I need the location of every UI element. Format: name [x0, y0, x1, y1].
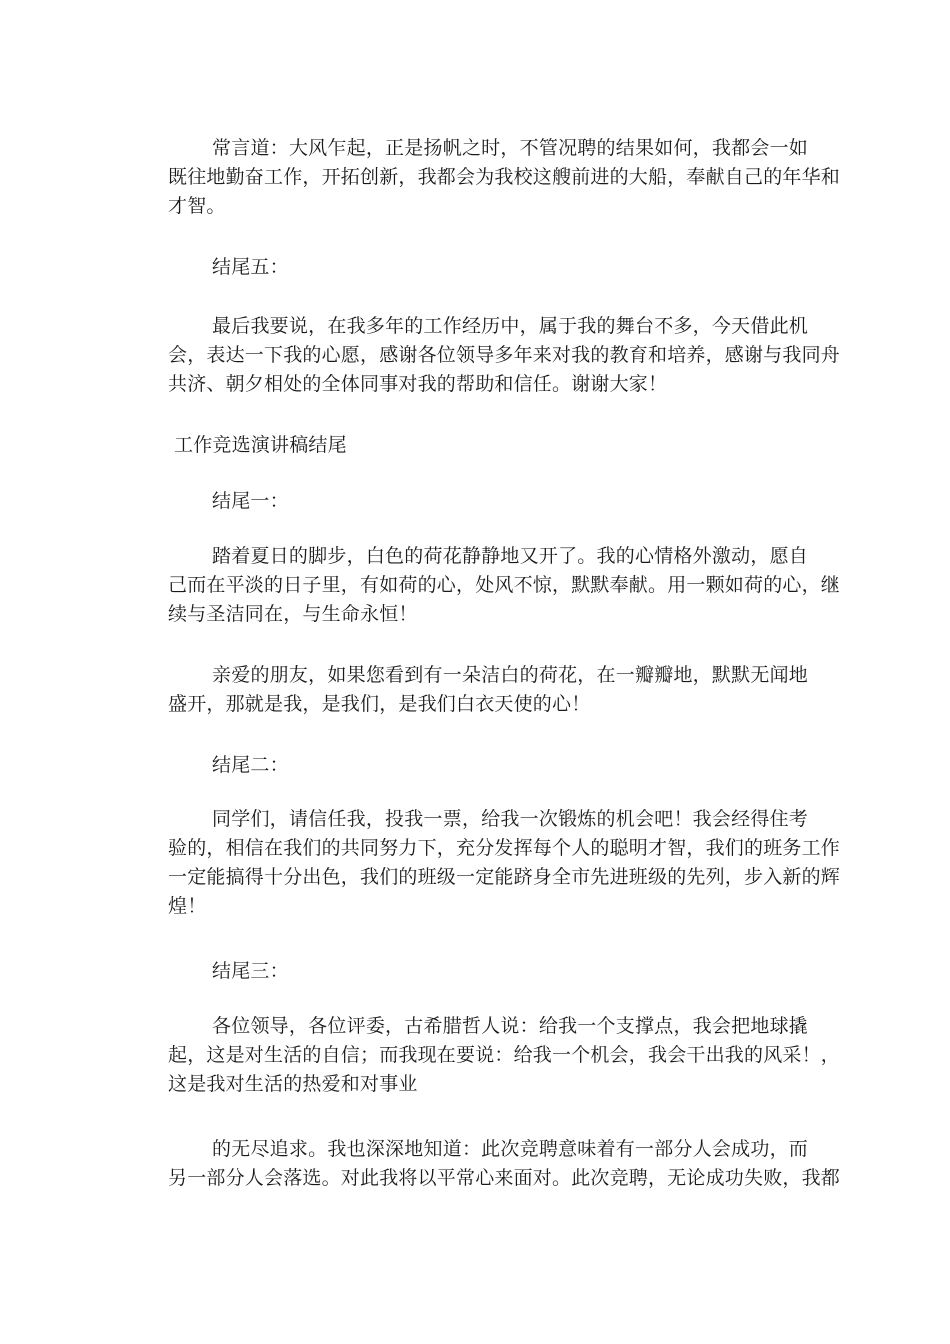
paragraph-line: 同学们，请信任我，投我一票，给我一次锻炼的机会吧！我会经得住考 — [212, 808, 808, 830]
section-title — [168, 431, 808, 460]
paragraph — [168, 661, 808, 719]
ending-heading — [168, 253, 808, 282]
section-title-text: 工作竞选演讲稿结尾 — [174, 434, 347, 456]
paragraph-line: 常言道：大风乍起，正是扬帆之时，不管况聘的结果如何，我都会一如 — [212, 137, 808, 159]
heading-text: 结尾二： — [212, 754, 289, 776]
paragraph-line: 起，这是对生活的自信；而我现在要说：给我一个机会，我会干出我的风采！， — [168, 1044, 841, 1066]
paragraph-line: 一定能搞得十分出色，我们的班级一定能跻身全市先进班级的先列，步入新的辉 — [168, 866, 841, 888]
paragraph-line: 踏着夏日的脚步，白色的荷花静静地又开了。我的心情格外激动，愿自 — [212, 545, 808, 567]
paragraph-line: 己而在平淡的日子里，有如荷的心，处风不惊，默默奉献。用一颗如荷的心，继 — [168, 574, 841, 596]
paragraph — [168, 134, 841, 221]
paragraph-line: 会，表达一下我的心愿，感谢各位领导多年来对我的教育和培养，感谢与我同舟 — [168, 344, 841, 366]
paragraph — [168, 1012, 841, 1099]
paragraph — [168, 312, 841, 399]
paragraph-line: 煌！ — [168, 895, 207, 917]
paragraph — [168, 805, 841, 921]
paragraph-line: 亲爱的朋友，如果您看到有一朵洁白的荷花，在一瓣瓣地，默默无闻地 — [212, 664, 808, 686]
heading-text: 结尾三： — [212, 960, 289, 982]
paragraph-line: 盛开，那就是我，是我们，是我们白衣天使的心！ — [168, 693, 591, 715]
heading-text: 结尾五： — [212, 256, 289, 278]
paragraph-line: 这是我对生活的热爱和对事业 — [168, 1073, 418, 1095]
ending-heading — [168, 487, 808, 516]
paragraph — [168, 542, 841, 629]
ending-heading — [168, 751, 808, 780]
heading-text: 结尾一： — [212, 490, 289, 512]
paragraph-line: 续与圣洁同在，与生命永恒！ — [168, 603, 418, 625]
paragraph-line: 才智。 — [168, 195, 226, 217]
ending-heading — [168, 957, 808, 986]
paragraph-line: 各位领导，各位评委，古希腊哲人说：给我一个支撑点，我会把地球撬 — [212, 1015, 808, 1037]
paragraph-line: 最后我要说，在我多年的工作经历中，属于我的舞台不多，今天借此机 — [212, 315, 808, 337]
paragraph-line: 验的，相信在我们的共同努力下，充分发挥每个人的聪明才智，我们的班务工作 — [168, 837, 841, 859]
paragraph-line: 另一部分人会落选。对此我将以平常心来面对。此次竞聘，无论成功失败，我都 — [168, 1167, 841, 1189]
paragraph-line: 的无尽追求。我也深深地知道：此次竞聘意味着有一部分人会成功，而 — [212, 1138, 808, 1160]
paragraph — [168, 1135, 841, 1193]
paragraph-line: 既往地勤奋工作，开拓创新，我都会为我校这艘前进的大船，奉献自己的年华和 — [168, 166, 841, 188]
paragraph-line: 共济、朝夕相处的全体同事对我的帮助和信任。谢谢大家！ — [168, 373, 668, 395]
